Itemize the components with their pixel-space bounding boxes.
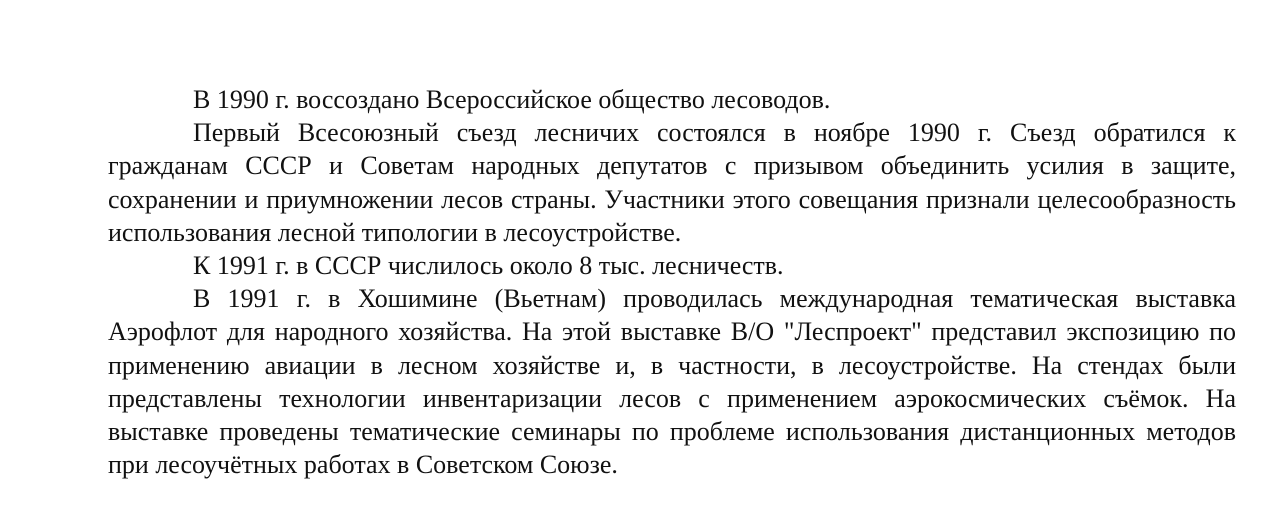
paragraph-1990-society: В 1990 г. воссоздано Всероссийское общество лесоводов. <box>193 85 831 114</box>
paragraph-foresters-congress: Первый Всесоюзный съезд лесничих состоялся в ноябре 1990 г. Съезд обратился к гражданам СССР и Советам народных депутатов с призывом объединить усилия в защите, сохранении и приумножении лесов страны. Участники этого совещания признали целесообразность использования лесной типологии в лесоустройстве. <box>108 118 1236 247</box>
paragraph-hochiminh-exhibition: В 1991 г. в Хошимине (Вьетнам) проводилась международная тематическая выставка Аэрофлот для народного хозяйства. На этой выставке В/О "Леспроект" представил экспозицию по применению авиации в лесном хозяйстве и, в частности, в лесоустройстве. На стендах были представлены технологии инвентаризации лесов с применением аэрокосмических съёмок. На выставке проведены тематические семинары по проблеме использования дистанционных методов при лесоучётных работах в Советском Союзе. <box>108 284 1236 480</box>
document-body <box>108 83 1236 481</box>
paragraph-1991-forestries: К 1991 г. в СССР числилось около 8 тыс. лесничеств. <box>193 251 784 281</box>
